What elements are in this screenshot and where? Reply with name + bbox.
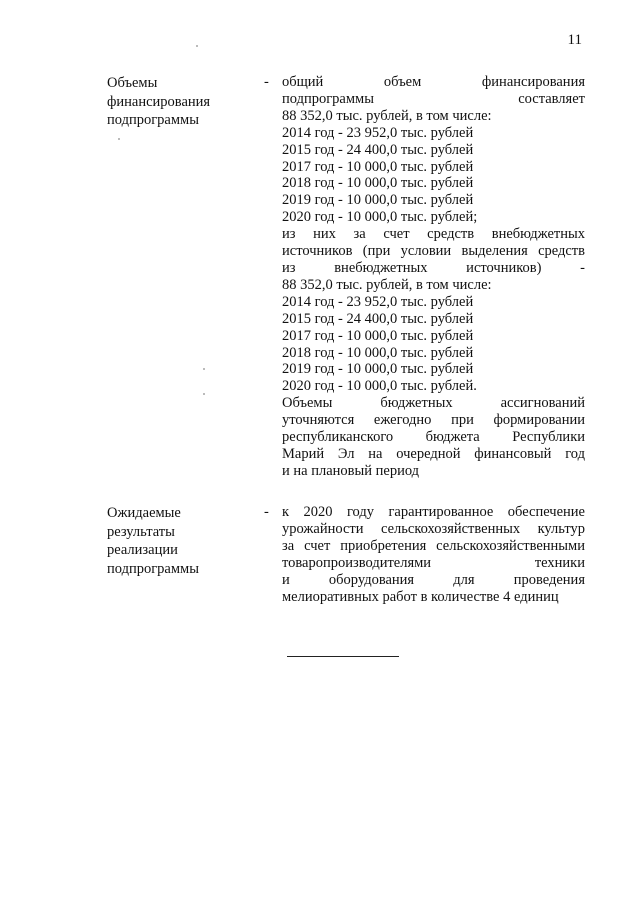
item-dash: - bbox=[264, 504, 269, 520]
content-line: к 2020 году гарантированное обеспечение bbox=[282, 504, 585, 520]
content-line: из них за счет средств внебюджетных bbox=[282, 226, 585, 243]
content-line: 2020 год - 10 000,0 тыс. рублей; bbox=[282, 209, 478, 226]
content-line: 2019 год - 10 000,0 тыс. рублей bbox=[282, 361, 474, 378]
label-line: подпрограммы bbox=[107, 112, 199, 129]
label-line: Ожидаемые bbox=[107, 505, 181, 521]
content-line: и оборудования для проведения bbox=[282, 571, 585, 588]
content-line: 2018 год - 10 000,0 тыс. рублей bbox=[282, 344, 474, 361]
content-line: 2017 год - 10 000,0 тыс. рублей bbox=[282, 158, 474, 175]
content-line: 2015 год - 24 400,0 тыс. рублей bbox=[282, 141, 474, 158]
content-line: Марий Эл на очередной финансовый год bbox=[282, 445, 585, 462]
label-line: реализации bbox=[107, 542, 178, 559]
content-line: подпрограммы составляет bbox=[282, 90, 585, 107]
label-line: финансирования bbox=[107, 93, 211, 110]
content-line: 2017 год - 10 000,0 тыс. рублей bbox=[282, 327, 474, 344]
label-line: результаты bbox=[107, 523, 175, 540]
content-line: 2018 год - 10 000,0 тыс. рублей bbox=[282, 175, 474, 192]
content-line: товаропроизводителями техники bbox=[282, 554, 585, 571]
content-line: общий объем финансирования bbox=[282, 74, 585, 90]
content-line: мелиоративных работ в количестве 4 единиц bbox=[282, 588, 559, 605]
section-label bbox=[107, 74, 252, 130]
content-line: республиканского бюджета Республики bbox=[282, 429, 585, 446]
content-line: урожайности сельскохозяйственных культур bbox=[282, 520, 585, 537]
content-line: 2019 год - 10 000,0 тыс. рублей bbox=[282, 192, 474, 209]
content-line: уточняются ежегодно при формировании bbox=[282, 412, 585, 429]
section-content bbox=[282, 504, 585, 605]
content-line: источников (при условии выделения средств bbox=[282, 243, 585, 260]
section-funding bbox=[107, 74, 585, 494]
label-line: подпрограммы bbox=[107, 561, 199, 578]
content-line: из внебюджетных источников) - bbox=[282, 259, 585, 276]
content-line: 88 352,0 тыс. рублей, в том числе: bbox=[282, 107, 492, 124]
content-line: 88 352,0 тыс. рублей, в том числе: bbox=[282, 276, 492, 293]
section-content bbox=[282, 74, 585, 480]
scan-speck bbox=[196, 45, 198, 47]
content-line: Объемы бюджетных ассигнований bbox=[282, 395, 585, 412]
closing-divider bbox=[287, 656, 399, 657]
content-line: 2015 год - 24 400,0 тыс. рублей bbox=[282, 310, 474, 327]
content-line: 2014 год - 23 952,0 тыс. рублей bbox=[282, 124, 474, 141]
page-number: 11 bbox=[567, 32, 582, 48]
content-line: и на плановый период bbox=[282, 462, 420, 479]
content-line: 2020 год - 10 000,0 тыс. рублей. bbox=[282, 378, 477, 395]
section-label bbox=[107, 504, 252, 579]
item-dash: - bbox=[264, 74, 269, 90]
content-line: 2014 год - 23 952,0 тыс. рублей bbox=[282, 293, 474, 310]
content-line: за счет приобретения сельскохозяйственными bbox=[282, 537, 585, 554]
label-line: Объемы bbox=[107, 75, 158, 91]
section-expected-results bbox=[107, 504, 585, 614]
